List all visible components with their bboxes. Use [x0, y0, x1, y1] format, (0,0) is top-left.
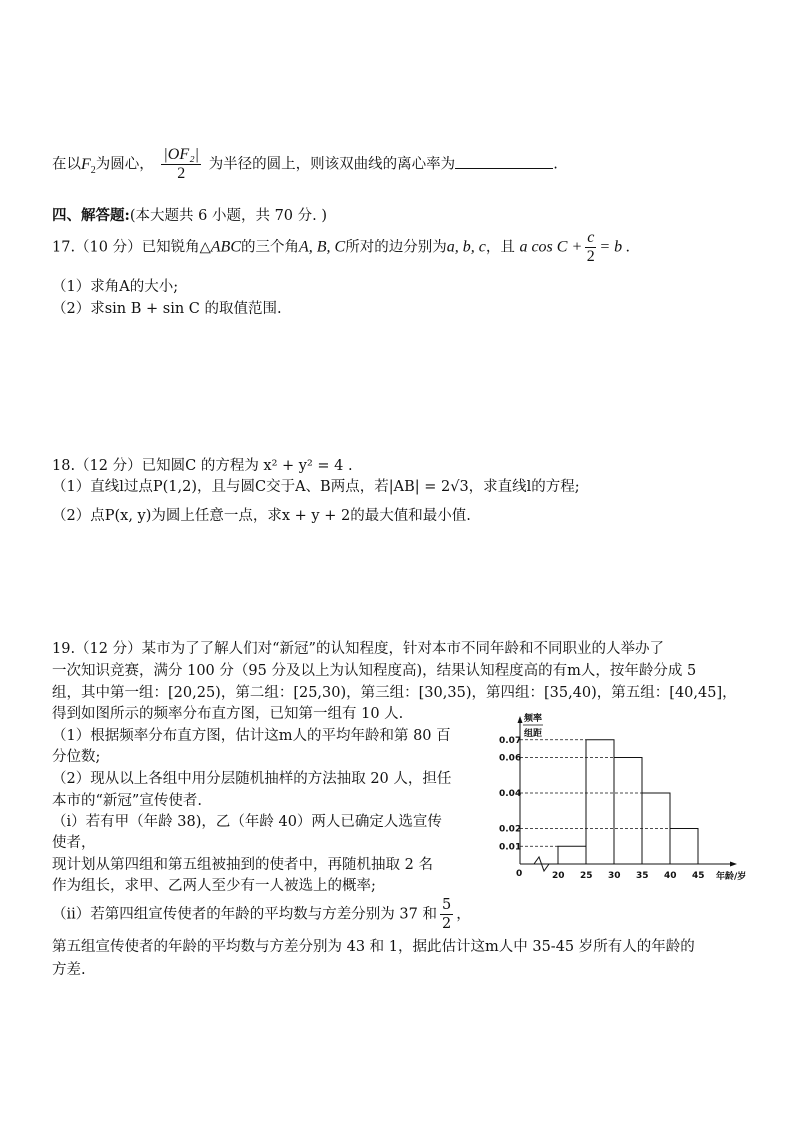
q17-stem: 17.（10 分）已知锐角△ABC的三个角A, B, C所对的边分别为a, b, c，且 a cos C + $\frac{c}{2}$ = b .	[52, 229, 631, 265]
y-tick-label: 0.07	[499, 735, 522, 746]
q19-line-13: （ii）若第四组宣传使者的年龄的平均数与方差分别为 37 和 $\frac{5}{2}$ ，	[52, 897, 471, 932]
y-tick-label: 0.06	[499, 753, 522, 764]
q19-fraction: $\frac{5}{2}$	[441, 897, 452, 932]
histogram-bar	[670, 829, 698, 865]
chart-marks	[499, 736, 705, 881]
y-tick-label: 0.02	[499, 824, 522, 835]
section-title: 四、解答题:	[52, 207, 130, 224]
y-axis-label-top: 频率	[524, 714, 543, 724]
x-axis-arrow	[730, 862, 737, 867]
histogram-bar	[614, 758, 642, 865]
x-tick-label: 25	[580, 871, 593, 881]
q19-line-8: 本市的“新冠”宣传使者.	[52, 793, 202, 809]
q17-part-2: （2）求sin B + sin C 的取值范围.	[52, 301, 282, 317]
x-tick-label: 45	[692, 871, 705, 881]
frequency-histogram	[498, 712, 768, 882]
chart-axes	[516, 712, 746, 882]
q17-equation-left: a cos C +	[519, 238, 583, 256]
q18-part-2: （2）点P(x, y)为圆上任意一点，求x + y + 2的最大值和最小值.	[52, 508, 471, 524]
q19-line-15: 方差.	[52, 962, 86, 978]
q18-stem: 18.（12 分）已知圆C 的方程为 x² + y² = 4 .	[52, 458, 353, 474]
x-tick-label: 30	[608, 871, 621, 881]
q19-line-10: 使者，	[52, 835, 96, 851]
y-axis-arrow	[518, 716, 523, 723]
q19-line-11: 现计划从第四组和第五组被抽到的使者中，再随机抽取 2 名	[52, 857, 433, 873]
section-note: (本大题共 6 小题，共 70 分. )	[129, 208, 328, 224]
q19-line-9: （i）若有甲（年龄 38)，乙（年龄 40）两人已确定人选宣传	[52, 814, 442, 830]
histogram-bar	[558, 846, 586, 864]
x-tick-label: 40	[664, 871, 677, 881]
q19-line-6: 分位数;	[52, 749, 101, 765]
q17-equation-right: = b .	[599, 238, 631, 256]
q16-line: 在以$F_2$为圆心， $\frac{\text{|OF₂|}}{2}$ 为半径的圆上，则该双曲线的离心率为 .	[52, 146, 558, 182]
q19-line-14: 第五组宣传使者的年龄的平均数与方差分别为 43 和 1，据此估计这m人中 35-45 岁所有人的年龄的	[52, 939, 695, 955]
q19-line-1: 19.（12 分）某市为了了解人们对“新冠”的认知程度，针对本市不同年龄和不同职业的人举办了	[52, 641, 664, 657]
x-tick-label: 20	[552, 871, 565, 881]
section-4-heading	[52, 206, 327, 226]
histogram-bar	[586, 740, 614, 864]
q19-line-5: （1）根据频率分布直方图，估计这m人的平均年龄和第 80 百	[52, 728, 451, 744]
q18-part-1: （1）直线l过点P(1,2)，且与圆C交于A、B两点，若|AB| = 2√3，求直线l的方程;	[52, 479, 580, 495]
x-axis-label: 年龄/岁	[716, 872, 747, 882]
y-axis-label-bottom: 组距	[524, 729, 543, 739]
x-tick-label: 35	[636, 871, 649, 881]
q16-as-center: 为圆心，	[95, 156, 154, 173]
y-tick-label: 0.04	[499, 789, 522, 799]
q19-line-7: （2）现从以上各组中用分层随机抽样的方法抽取 20 人，担任	[52, 771, 452, 787]
q19-line-4: 得到如图所示的频率分布直方图，已知第一组有 10 人.	[52, 706, 404, 722]
q17-fraction: $\frac{c}{2}$	[586, 229, 595, 265]
q19-line-12: 作为组长，求甲、乙两人至少有一人被选上的概率;	[52, 878, 376, 894]
answer-blank	[455, 156, 553, 169]
q19-line-3: 组，其中第一组：[20,25)，第二组：[25,30)，第三组：[30,35)，第四组：[35,40)，第五组：[40,45]，	[52, 685, 737, 701]
q16-suffix: 为半径的圆上，则该双曲线的离心率为	[208, 156, 456, 173]
q17-part-1: （1）求角A的大小;	[52, 279, 179, 295]
y-tick-label: 0.01	[499, 842, 522, 853]
q19-line-2: 一次知识竞赛，满分 100 分（95 分及以上为认知程度高)，结果认知程度高的有m人，按年龄分成 5	[52, 663, 697, 679]
q16-prefix: 在以	[52, 156, 81, 173]
q16-center-symbol: $F_2$	[81, 155, 96, 176]
q16-fraction: $\frac{\text{|OF₂|}}{2}$	[163, 146, 200, 182]
origin-label: 0	[516, 869, 523, 879]
